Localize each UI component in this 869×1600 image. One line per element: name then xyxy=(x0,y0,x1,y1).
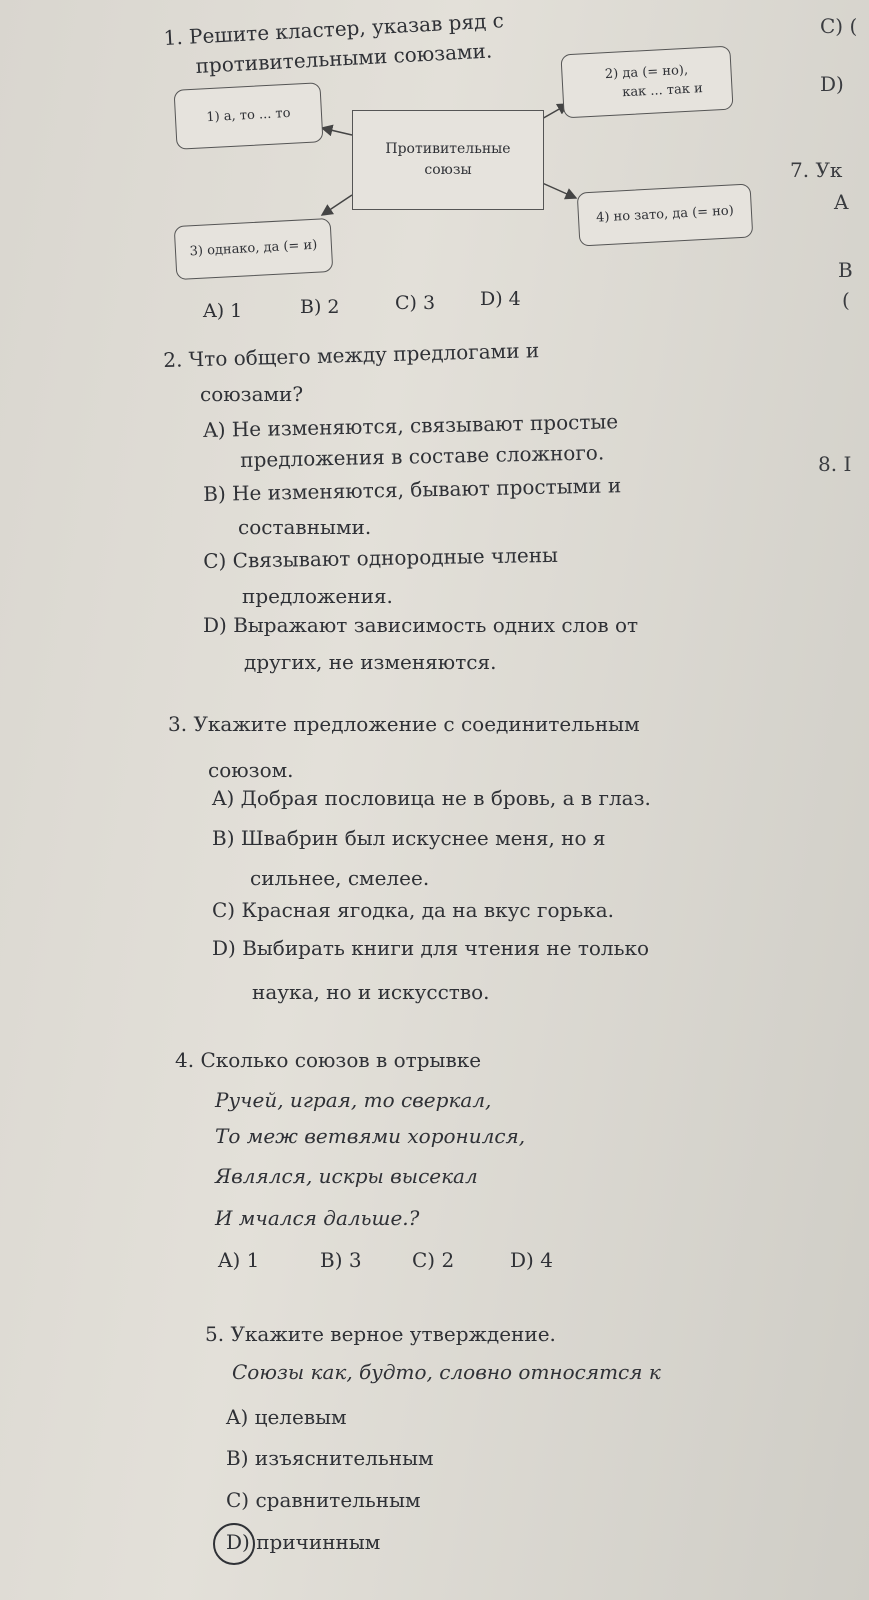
cluster-center-label: Противительные союзы xyxy=(385,141,511,178)
q2-line2: союзами? xyxy=(200,382,304,406)
q4-poem-line1: Ручей, играя, то сверкал, xyxy=(215,1088,492,1112)
cluster-box-4-label: 4) но зато, да (= но) xyxy=(595,203,735,226)
right-fragment-b: B xyxy=(838,258,853,282)
cluster-box-2-line2: как ... так и xyxy=(621,81,704,101)
q1-title-line1: 1. Решите кластер, указав ряд с xyxy=(163,8,505,50)
q4-answer-d: D) 4 xyxy=(510,1248,553,1272)
cluster-box-3 xyxy=(174,218,334,280)
right-fragment-a: A xyxy=(834,190,849,214)
q2-option-b-line2: составными. xyxy=(238,515,372,539)
q2-option-d-line2: других, не изменяются. xyxy=(244,650,497,674)
right-fragment-paren: ( xyxy=(842,288,850,312)
right-fragment-q7: 7. Ук xyxy=(790,158,843,182)
q2-option-d-line1: D) Выражают зависимость одних слов от xyxy=(203,613,639,637)
q1-title-line2: противительными союзами. xyxy=(195,38,493,78)
q3-option-c: C) Красная ягодка, да на вкус горька. xyxy=(212,898,614,922)
q2-option-a-line2: предложения в составе сложного. xyxy=(240,440,605,472)
q4-title: 4. Сколько союзов в отрывке xyxy=(175,1048,482,1072)
right-fragment-d: D) xyxy=(820,72,844,96)
cluster-box-1-label: 1) а, то ... то xyxy=(206,106,291,126)
arrow-to-box3 xyxy=(322,195,352,215)
q1-answer-b: B) 2 xyxy=(300,296,340,318)
q3-line1: 3. Укажите предложение с соединительным xyxy=(168,712,640,736)
q4-poem-line3: Являлся, искры высекал xyxy=(215,1164,478,1188)
q5-title: 5. Укажите верное утверждение. xyxy=(205,1322,556,1346)
q4-poem-line2: То меж ветвями хоронился, xyxy=(215,1124,526,1148)
q4-answer-a: A) 1 xyxy=(218,1248,260,1272)
q3-option-d-line2: наука, но и искусство. xyxy=(252,980,490,1004)
q3-option-b-line1: B) Швабрин был искуснее меня, но я xyxy=(212,826,606,850)
q2-option-c-line2: предложения. xyxy=(242,584,393,608)
q4-poem-line4: И мчался дальше.? xyxy=(215,1206,420,1230)
q1-answer-d: D) 4 xyxy=(480,288,521,310)
q5-option-d: D) причинным xyxy=(226,1530,381,1554)
q3-option-b-line2: сильнее, смелее. xyxy=(250,866,430,890)
cluster-box-2 xyxy=(560,46,733,119)
q1-answer-a: A) 1 xyxy=(203,300,243,322)
q3-option-d-line1: D) Выбирать книги для чтения не только xyxy=(212,936,650,960)
right-fragment-c: C) ( xyxy=(820,14,858,38)
q4-answer-b: B) 3 xyxy=(320,1248,362,1272)
arrow-to-box1 xyxy=(322,128,352,135)
q3-option-a: A) Добрая пословица не в бровь, а в глаз. xyxy=(212,786,651,810)
q3-line2: союзом. xyxy=(208,758,294,782)
q4-answer-c: C) 2 xyxy=(412,1248,455,1272)
q5-statement: Союзы как, будто, словно относятся к xyxy=(232,1360,661,1384)
q2-option-a-line1: A) Не изменяются, связывают простые xyxy=(203,409,619,442)
q5-option-c: C) сравнительным xyxy=(226,1488,421,1512)
q1-answer-c: C) 3 xyxy=(395,292,436,314)
cluster-box-2-line1: 2) да (= но), xyxy=(604,62,689,82)
cluster-center-box xyxy=(352,110,544,210)
right-fragment-q8: 8. I xyxy=(818,452,852,476)
q5-option-b: B) изъяснительным xyxy=(226,1446,434,1470)
q5-option-a: A) целевым xyxy=(226,1405,347,1429)
cluster-box-4 xyxy=(577,183,754,246)
arrow-to-box4 xyxy=(540,182,576,198)
cluster-box-3-label: 3) однако, да (= и) xyxy=(189,237,318,260)
q2-option-c-line1: C) Связывают однородные члены xyxy=(203,542,559,573)
q2-line1: 2. Что общего между предлогами и xyxy=(163,338,540,372)
q2-option-b-line1: B) Не изменяются, бывают простыми и xyxy=(203,473,622,506)
cluster-box-1 xyxy=(174,82,324,150)
